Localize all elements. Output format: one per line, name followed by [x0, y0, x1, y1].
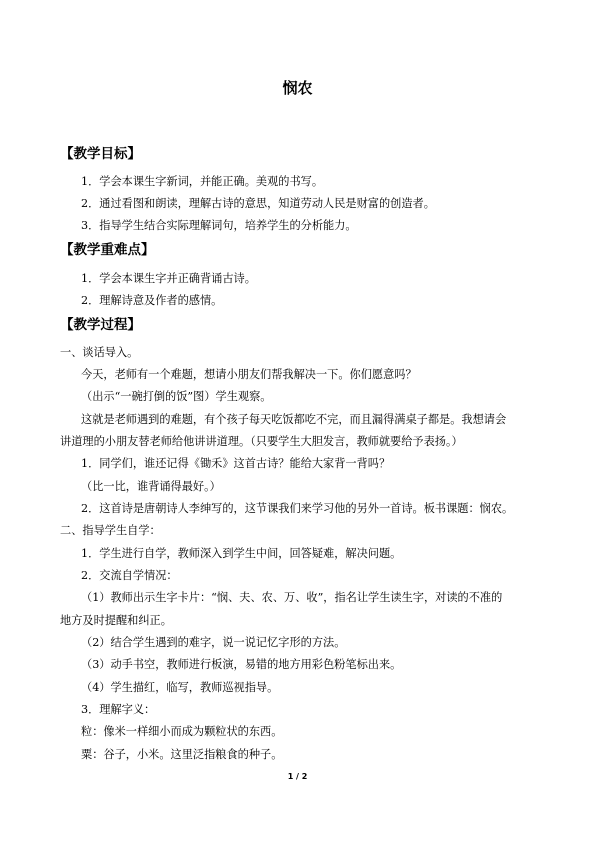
goals-heading: 【教学目标】 — [60, 146, 141, 162]
part1-paragraph-1: 今天，老师有一个难题，想请小朋友们帮我解决一下。你们愿意吗？ — [81, 368, 417, 381]
part1-paragraph-3-line-1: 这就是老师遇到的难题，有个孩子每天吃饭都吃不完，而且漏得满桌子都是。我想请会 — [81, 413, 507, 426]
goal-item-1: 1．学会本课生字新词，并能正确。美观的书写。 — [81, 175, 324, 188]
definition-2: 粟：谷子，小米。这里泛指粮食的种子。 — [81, 748, 283, 761]
process-heading: 【教学过程】 — [60, 317, 141, 333]
page-title: 悯农 — [282, 79, 313, 97]
part2-step-3: 3．理解字义： — [81, 703, 156, 716]
part1-paragraph-4: 1．同学们，谁还记得《锄禾》这首古诗？能给大家背一背吗？ — [81, 457, 391, 470]
part2-step-2-1-line-2: 地方及时提醒和纠正。 — [60, 614, 172, 627]
key-point-item-1: 1．学会本课生字并正确背诵古诗。 — [81, 272, 256, 285]
goal-item-2: 2．通过看图和朗读，理解古诗的意思，知道劳动人民是财富的创造者。 — [81, 197, 435, 210]
part2-heading: 二、指导学生自学： — [60, 524, 161, 537]
part1-paragraph-3-line-2: 讲道理的小朋友替老师给他讲讲道理。（只要学生大胆发言，教师就要给予表扬。） — [60, 435, 463, 448]
part2-step-2-4: （4）学生描红，临写，教师巡视指导。 — [81, 681, 279, 694]
definition-1: 粒：像米一样细小而成为颗粒状的东西。 — [81, 725, 283, 738]
goal-item-3: 3．指导学生结合实际理解词句，培养学生的分析能力。 — [81, 219, 357, 232]
part2-step-2-2: （2）结合学生遇到的难字，说一说记忆字形的方法。 — [81, 636, 346, 649]
page-number: 1 / 2 — [287, 772, 308, 781]
part2-step-2-1-line-1: （1）教师出示生字卡片：“悯、夫、农、万、收”，指名让学生读生字，对读的不准的 — [81, 591, 503, 604]
part2-step-2: 2．交流自学情况： — [81, 569, 178, 582]
part1-paragraph-5: （比一比，谁背诵得最好。） — [81, 480, 221, 493]
key-point-item-2: 2．理解诗意及作者的感情。 — [81, 294, 223, 307]
part1-paragraph-6: 2．这首诗是唐朝诗人李绅写的，这节课我们来学习他的另外一首诗。板书课题：悯农。 — [81, 502, 514, 515]
part2-step-2-3: （3）动手书空，教师进行板演，易错的地方用彩色粉笔标出来。 — [81, 658, 402, 671]
key-points-heading: 【教学重难点】 — [60, 242, 155, 258]
part1-paragraph-2: （出示“一碗打倒的饭”图）学生观察。 — [81, 390, 272, 403]
part1-heading: 一、谈话导入。 — [60, 346, 139, 359]
part2-step-1: 1．学生进行自学，教师深入到学生中间，回答疑难，解决问题。 — [81, 547, 402, 560]
